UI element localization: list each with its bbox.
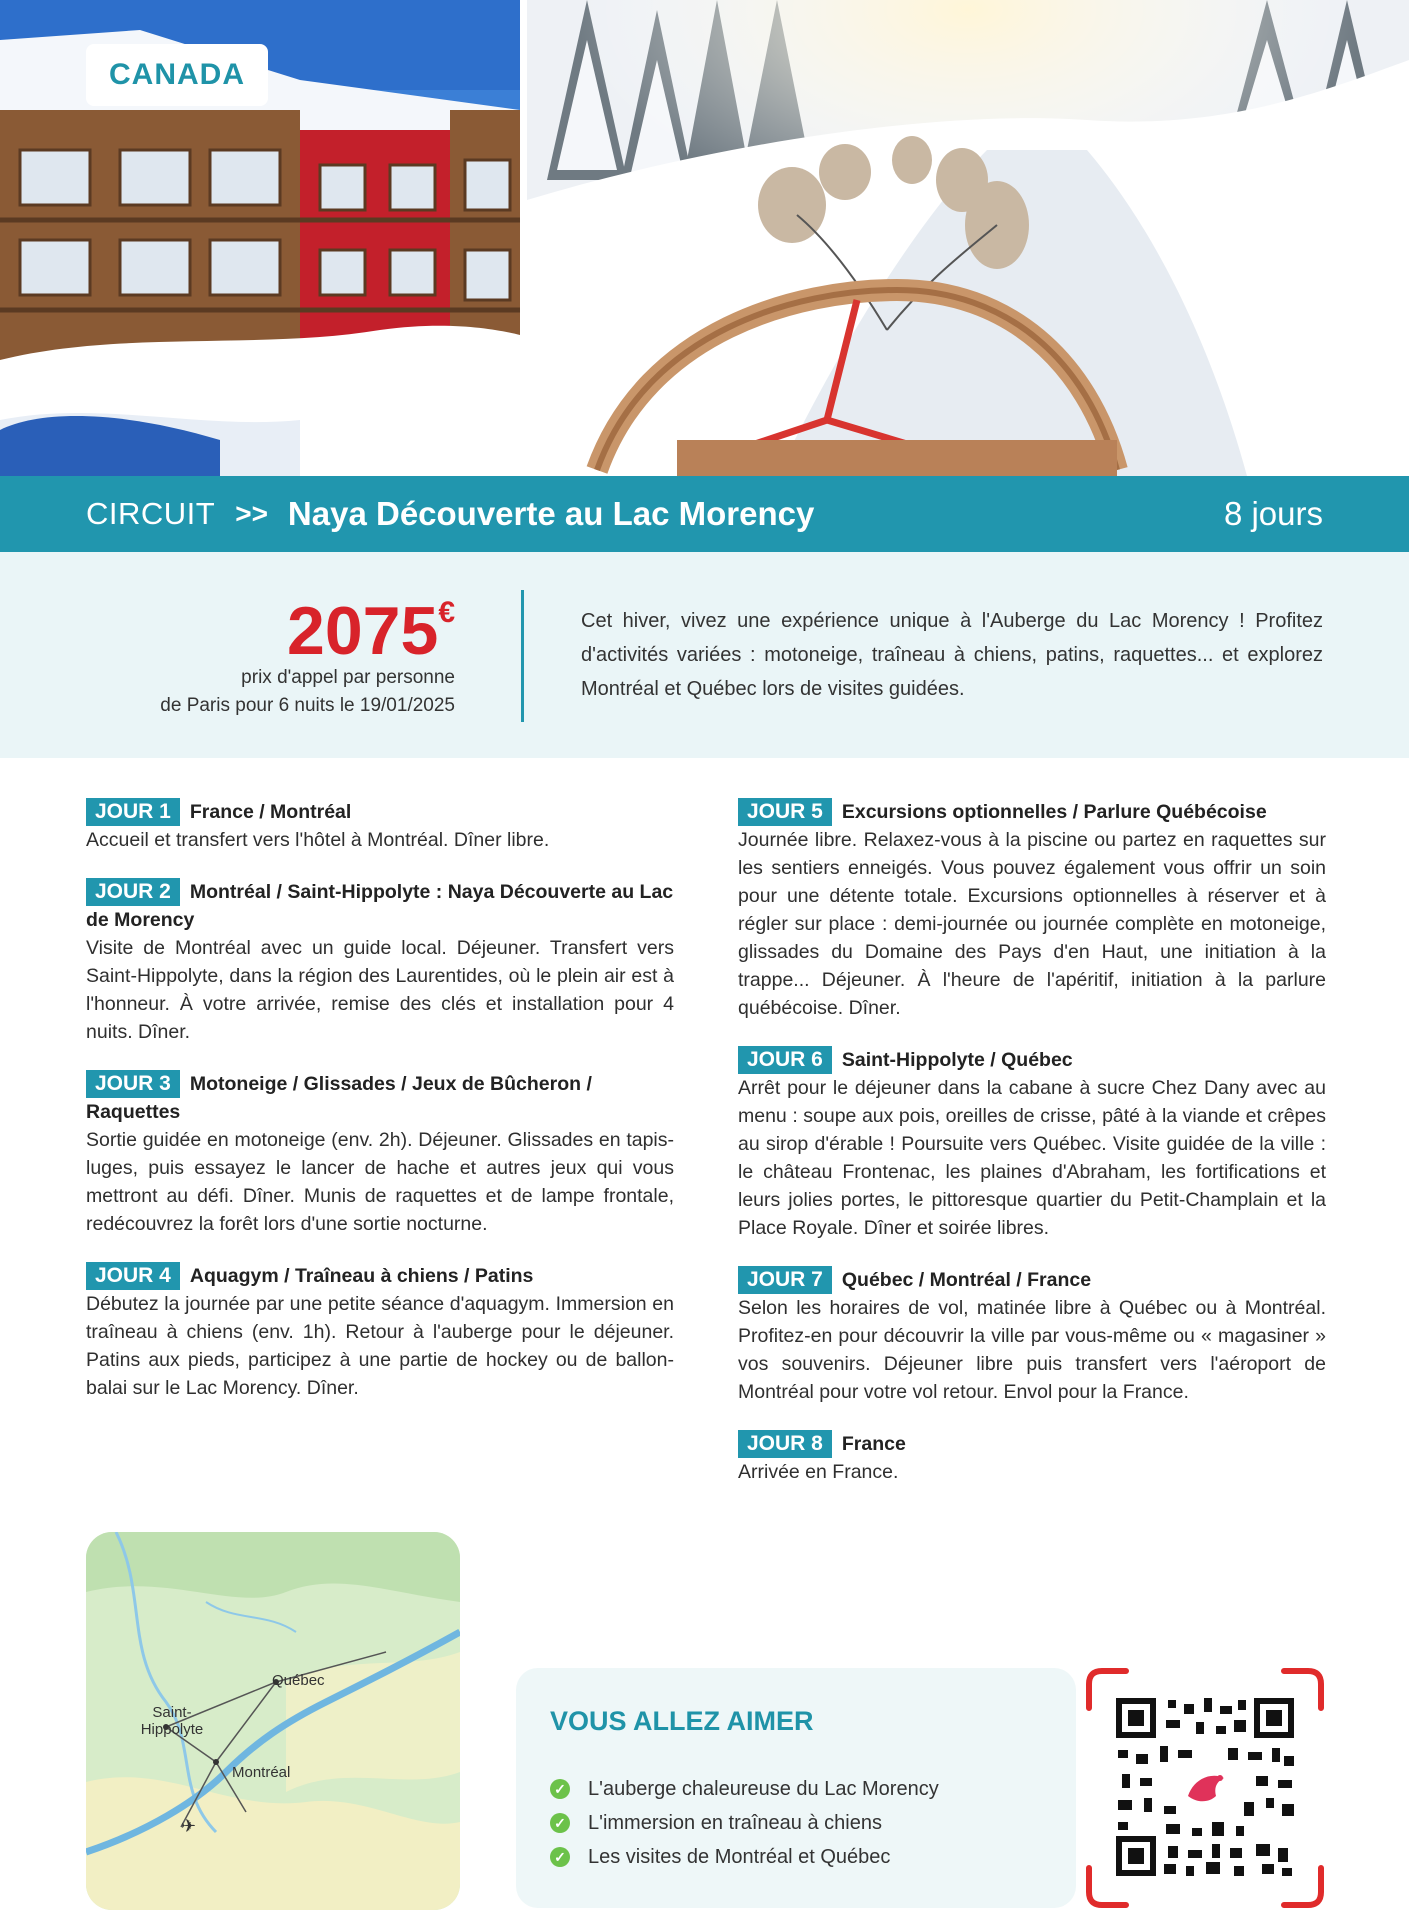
day-item <box>86 798 674 854</box>
day-text: Accueil et transfert vers l'hôtel à Montréal. Dîner libre. <box>86 829 550 851</box>
day-title: Montréal / Saint-Hippolyte : Naya Découverte au Lac de Morency <box>86 881 674 931</box>
double-chevron-icon: >> <box>235 498 268 529</box>
qr-code-icon <box>1086 1668 1324 1908</box>
circuit-duration: 8 jours <box>1223 495 1323 532</box>
day-title: France <box>841 1433 906 1455</box>
country-badge: CANADA <box>86 44 268 106</box>
day-text: Sortie guidée en motoneige (env. 2h). Déjeuner. Glissades en tapis-luges, puis essayez le lancer de hache et autres jeux qui vous mettront au défi. Dîner. Munis de raquettes et de lampe frontale, redécouvrez la forêt lors d'une sortie nocturne. <box>86 1129 674 1235</box>
svg-text:✈: ✈ <box>181 1816 197 1837</box>
highlight-item <box>550 1840 939 1874</box>
day-text: Journée libre. Relaxez-vous à la piscine ou partez en raquettes sur les sentiers enneigés. Vous pouvez également vous offrir un soin pour une détente totale. Excursions optionnelles à réserver et à régler sur place : demi-journée ou journée complète en motoneige, glissades du Domaine des Pays d'en Haut, une initiation à la trappe... Déjeuner. À l'heure de l'apéritif, initiation à la parlure québécoise. Dîner. <box>738 829 1326 1019</box>
highlight-item <box>550 1806 939 1840</box>
day-title: Aquagym / Traîneau à chiens / Patins <box>189 1265 534 1287</box>
map-label-montreal: Montréal <box>232 1764 291 1781</box>
day-tag: JOUR 1 <box>86 798 180 826</box>
price-divider <box>521 590 524 722</box>
highlight-label: Les visites de Montréal et Québec <box>588 1845 891 1868</box>
day-title: France / Montréal <box>189 801 352 823</box>
day-title: Saint-Hippolyte / Québec <box>841 1049 1073 1071</box>
day-text: Arrivée en France. <box>738 1461 899 1483</box>
intro-paragraph: Cet hiver, vivez une expérience unique à l'Auberge du Lac Morency ! Profitez d'activités variées : motoneige, traîneau à chiens, patins, raquettes... et explorez Montréal et Québec lors de visites guidées. <box>581 610 1323 700</box>
day-item <box>86 878 674 1046</box>
day-item <box>738 1266 1326 1406</box>
circuit-label: CIRCUIT <box>86 496 216 531</box>
day-tag: JOUR 6 <box>738 1046 832 1074</box>
day-title: Québec / Montréal / France <box>841 1269 1092 1291</box>
check-circle-icon: ✓ <box>550 1847 570 1867</box>
day-item <box>738 798 1326 1022</box>
photo-divider <box>520 0 527 476</box>
check-circle-icon: ✓ <box>550 1813 570 1833</box>
day-tag: JOUR 5 <box>738 798 832 826</box>
price-line-2: de Paris pour 6 nuits le 19/01/2025 <box>160 695 455 716</box>
price-line-1: prix d'appel par personne <box>241 667 455 688</box>
day-tag: JOUR 8 <box>738 1430 832 1458</box>
day-text: Visite de Montréal avec un guide local. Déjeuner. Transfert vers Saint-Hippolyte, dans la région des Laurentides, où le plein air est à l'honneur. À votre arrivée, remise des clés et installation pour 4 nuits. Dîner. <box>86 937 674 1043</box>
day-tag: JOUR 7 <box>738 1266 832 1294</box>
check-circle-icon: ✓ <box>550 1779 570 1799</box>
dogsled-illustration <box>527 0 1409 476</box>
day-item <box>738 1046 1326 1242</box>
map-label-quebec: Québec <box>272 1672 325 1689</box>
highlight-label: L'auberge chaleureuse du Lac Morency <box>588 1777 939 1800</box>
itinerary-left-column <box>86 798 674 1426</box>
day-title: Excursions optionnelles / Parlure Québécoise <box>841 801 1267 823</box>
day-tag: JOUR 2 <box>86 878 180 906</box>
day-tag: JOUR 3 <box>86 1070 180 1098</box>
highlights-title: VOUS ALLEZ AIMER <box>550 1706 814 1736</box>
hero-photos <box>0 0 1409 476</box>
dogsled-photo <box>527 0 1409 476</box>
day-item <box>86 1262 674 1402</box>
qr-code[interactable] <box>1086 1668 1324 1908</box>
day-item <box>738 1430 1326 1486</box>
map-label-saint-hippolyte: Saint-Hippolyte <box>140 1704 204 1738</box>
highlights-box <box>516 1668 1076 1908</box>
day-text: Arrêt pour le déjeuner dans la cabane à sucre Chez Dany avec au menu : soupe aux pois, oreilles de crisse, pâté à la viande et crêpes au sirop d'érable ! Poursuite vers Québec. Visite guidée de la ville : le château Frontenac, les plaines d'Abraham, les fortifications et leurs jolies portes, le pittoresque quartier du Petit-Champlain et la Place Royale. Dîner et soirée libres. <box>738 1077 1326 1239</box>
highlight-item <box>550 1772 939 1806</box>
day-tag: JOUR 4 <box>86 1262 180 1290</box>
day-text: Débutez la journée par une petite séance d'aquagym. Immersion en traîneau à chiens (env. 1h). Retour à l'auberge pour le déjeuner. Patins aux pieds, participez à une partie de hockey ou de ballon-balai sur le Lac Morency. Dîner. <box>86 1293 674 1399</box>
circuit-name: Naya Découverte au Lac Morency <box>287 495 815 532</box>
highlights-list <box>550 1772 939 1874</box>
hotel-photo <box>0 0 520 476</box>
day-title: Motoneige / Glissades / Jeux de Bûcheron / Raquettes <box>86 1073 592 1123</box>
currency-symbol: € <box>438 596 455 629</box>
route-map <box>86 1532 460 1910</box>
day-item <box>86 1070 674 1238</box>
price-conditions <box>160 664 455 720</box>
day-text: Selon les horaires de vol, matinée libre à Québec ou à Montréal. Profitez-en pour découvrir la ville par vous-même ou « magasiner » vos souvenirs. Déjeuner libre puis transfert vers l'aéroport de Montréal pour votre vol retour. Envol pour la France. <box>738 1297 1326 1403</box>
highlight-label: L'immersion en traîneau à chiens <box>588 1811 882 1834</box>
price-amount: 2075€ <box>287 593 455 669</box>
itinerary-right-column <box>738 798 1326 1510</box>
title-bar <box>0 476 1409 552</box>
